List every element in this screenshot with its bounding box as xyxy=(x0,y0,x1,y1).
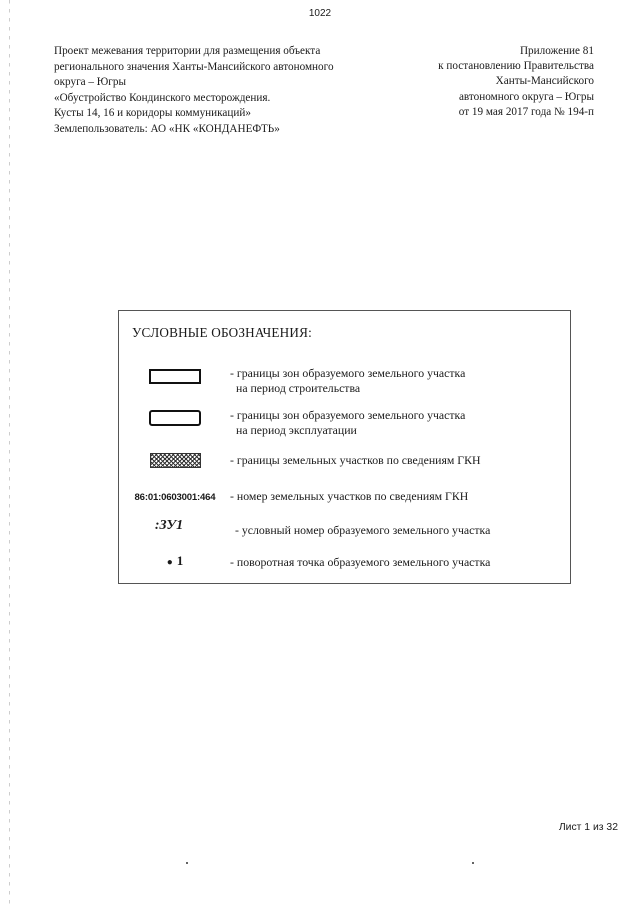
legend-symbol xyxy=(119,368,231,384)
cadastral-number-symbol: 86:01:0603001:464 xyxy=(134,491,216,503)
page-number: 1022 xyxy=(308,8,332,19)
legend-symbol xyxy=(119,552,231,570)
legend-text-line: на период эксплуатации xyxy=(236,423,357,437)
operation-boundary-symbol xyxy=(149,410,201,426)
appendix-header-line: Ханты-Мансийского xyxy=(495,75,594,88)
legend-description xyxy=(230,555,490,570)
legend-text-line: - поворотная точка образуемого земельного участка xyxy=(230,555,491,569)
appendix-header-line: к постановлению Правительства xyxy=(438,60,594,73)
legend-symbol xyxy=(113,517,225,535)
legend-text-line: - номер земельных участков по сведениям ГКН xyxy=(230,489,469,503)
project-header xyxy=(54,44,364,138)
scan-speck xyxy=(472,862,474,864)
land-user-line: Землепользователь: АО «НК «КОНДАНЕФТЬ» xyxy=(54,122,280,135)
project-header-line: Проект межевания территории для размещения объекта xyxy=(54,45,321,57)
appendix-header-line: Приложение 81 xyxy=(519,45,594,57)
left-margin-marks xyxy=(9,0,10,905)
project-header-line: Кусты 14, 16 и коридоры коммуникаций» xyxy=(54,107,251,120)
legend-description xyxy=(235,523,490,538)
legend-symbol xyxy=(119,409,231,427)
legend-description xyxy=(230,408,465,438)
scan-speck xyxy=(186,862,188,864)
appendix-header-line: автономного округа – Югры xyxy=(458,90,594,103)
project-header-line: регионального значения Ханты-Мансийского автономного xyxy=(54,60,334,73)
sheet-counter: Лист 1 из 32 xyxy=(558,822,618,833)
legend-text-line: на период строительства xyxy=(236,381,361,395)
turning-point-number: 1 xyxy=(176,553,184,568)
legend-title: УСЛОВНЫЕ ОБОЗНАЧЕНИЯ: xyxy=(132,325,312,340)
legend-box xyxy=(118,310,571,584)
legend-description xyxy=(230,453,481,468)
legend-text-line: - границы земельных участков по сведениям ГКН xyxy=(230,453,481,467)
legend-symbol xyxy=(119,452,231,469)
turning-point-symbol xyxy=(167,553,184,569)
legend-description xyxy=(230,489,468,504)
parcel-number-symbol: :ЗУ1 xyxy=(154,518,184,533)
legend-text-line: - границы зон образуемого земельного участка xyxy=(230,366,466,380)
point-dot-icon: ● xyxy=(166,557,173,568)
project-header-line: «Обустройство Кондинского месторождения. xyxy=(54,91,271,104)
legend-text-line: - условный номер образуемого земельного участка xyxy=(235,523,491,537)
construction-boundary-symbol xyxy=(149,369,201,384)
gkn-boundary-hatch-symbol xyxy=(150,453,201,468)
legend-symbol xyxy=(119,489,231,505)
legend-description xyxy=(230,366,465,396)
legend-text-line: - границы зон образуемого земельного участка xyxy=(230,408,466,422)
appendix-header-line: от 19 мая 2017 года № 194-п xyxy=(458,105,594,118)
appendix-header xyxy=(334,44,594,120)
project-header-line: округа – Югры xyxy=(54,76,127,89)
